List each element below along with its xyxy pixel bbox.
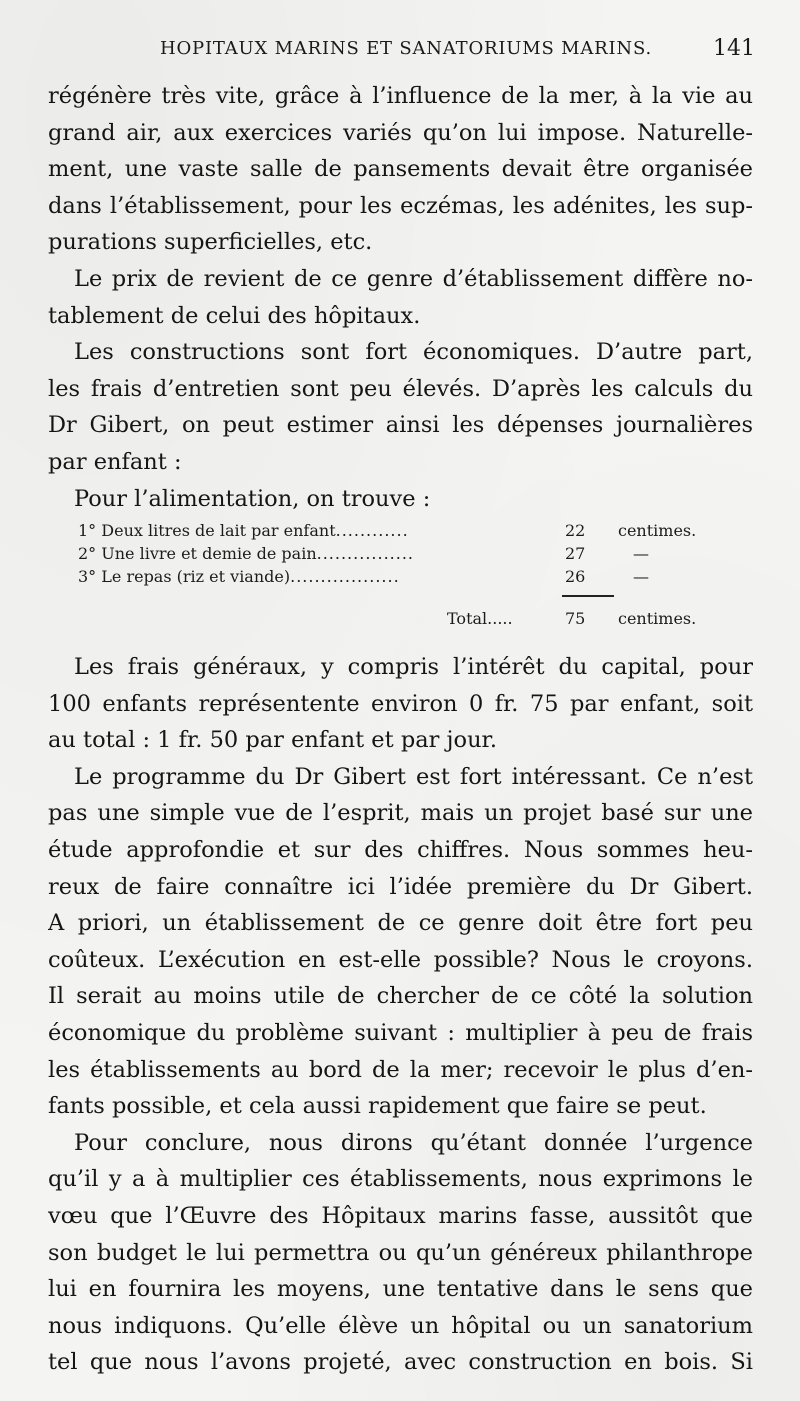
- table-row: [78, 519, 718, 542]
- text-line: Les frais généraux, y compris l’intérêt du capital, pour: [74, 654, 753, 680]
- text-line: économique du problème suivant : multiplier à peu de frais: [48, 1019, 753, 1046]
- text-line: dans l’établissement, pour les eczémas, les adénites, les sup-: [48, 192, 753, 219]
- table-total-row: [78, 607, 718, 630]
- text-line: vœu que l’Œuvre des Hôpitaux marins fasse, aussitôt que: [48, 1202, 753, 1229]
- text-line: Pour conclure, nous dirons qu’étant donnée l’urgence: [74, 1129, 753, 1156]
- text-line: étude approfondie et sur des chiffres. Nous sommes heu-: [48, 836, 753, 863]
- text-line: au total : 1 fr. 50 par enfant et par jour.: [48, 727, 497, 754]
- total-label: Total.....: [447, 609, 513, 628]
- text-line: tablement de celui des hôpitaux.: [48, 302, 421, 329]
- table-row-value: 26: [565, 567, 586, 586]
- text-line: ment, une vaste salle de pansements devait être organisée: [48, 156, 753, 183]
- text-line: 100 enfants représentente environ 0 fr. 75 par enfant, soit: [48, 690, 753, 717]
- text-line: régénère très vite, grâce à l’influence de la mer, à la vie au: [48, 83, 753, 109]
- text-line: les frais d’entretien sont peu élevés. D’après les calculs du: [48, 375, 753, 402]
- text-line: nous indiquons. Qu’elle élève un hôpital ou un sanatorium: [48, 1312, 753, 1339]
- text-line: Les constructions sont fort économiques. D’autre part,: [74, 339, 753, 366]
- text-line: purations superficielles, etc.: [48, 229, 373, 256]
- table-row-unit: centimes.: [618, 521, 697, 540]
- table-row-unit: —: [633, 544, 649, 563]
- table-row-value: 22: [565, 521, 586, 540]
- table-row-unit: —: [633, 567, 649, 586]
- text-line: tel que nous l’avons projeté, avec construction en bois. Si: [48, 1349, 753, 1376]
- table-row: [78, 542, 718, 565]
- text-line: fants possible, et cela aussi rapidement que faire se peut.: [48, 1093, 707, 1120]
- text-line: pas une simple vue de l’esprit, mais un projet basé sur une: [48, 800, 753, 827]
- text-line: Le programme du Dr Gibert est fort intéressant. Ce n’est: [74, 763, 753, 790]
- text-line: son budget le lui permettra ou qu’un généreux philanthrope: [48, 1239, 753, 1266]
- table-row-label: 3° Le repas (riz et viande)..................: [78, 567, 400, 586]
- page-number: 141: [713, 36, 755, 61]
- text-line: Il serait au moins utile de chercher de ce côté la solution: [48, 983, 753, 1010]
- text-line: coûteux. L’exécution en est-elle possible? Nous le croyons.: [48, 946, 753, 973]
- text-line: Le prix de revient de ce genre d’établissement diffère no-: [74, 265, 753, 292]
- text-line: qu’il y a à multiplier ces établissements, nous exprimons le: [48, 1166, 753, 1193]
- text-line: par enfant :: [48, 448, 182, 475]
- table-row-value: 27: [565, 544, 586, 563]
- text-line: grand air, aux exercices variés qu’on lui impose. Naturelle-: [48, 119, 753, 146]
- text-line: reux de faire connaître ici l’idée première du Dr Gibert.: [48, 873, 753, 900]
- total-value: 75: [565, 609, 586, 628]
- text-block-top: [48, 78, 753, 517]
- total-unit: centimes.: [618, 609, 697, 628]
- running-title: HOPITAUX MARINS ET SANATORIUMS MARINS.: [160, 38, 652, 59]
- text-line: lui en fournira les moyens, une tentative dans le sens que: [48, 1276, 753, 1303]
- text-line: A priori, un établissement de ce genre doit être fort peu: [48, 910, 753, 937]
- page-header: [0, 34, 800, 66]
- table-row-label: 1° Deux litres de lait par enfant............: [78, 521, 409, 540]
- text-line: Pour l’alimentation, on trouve :: [74, 485, 431, 512]
- food-cost-table: [78, 519, 718, 628]
- sum-rule: [562, 595, 614, 597]
- table-row: [78, 565, 718, 588]
- text-block-bottom: [48, 649, 753, 1381]
- text-line: Dr Gibert, on peut estimer ainsi les dépenses journalières: [48, 412, 753, 439]
- table-row-label: 2° Une livre et demie de pain................: [78, 544, 414, 563]
- text-line: les établissements au bord de la mer; recevoir le plus d’en-: [48, 1056, 753, 1083]
